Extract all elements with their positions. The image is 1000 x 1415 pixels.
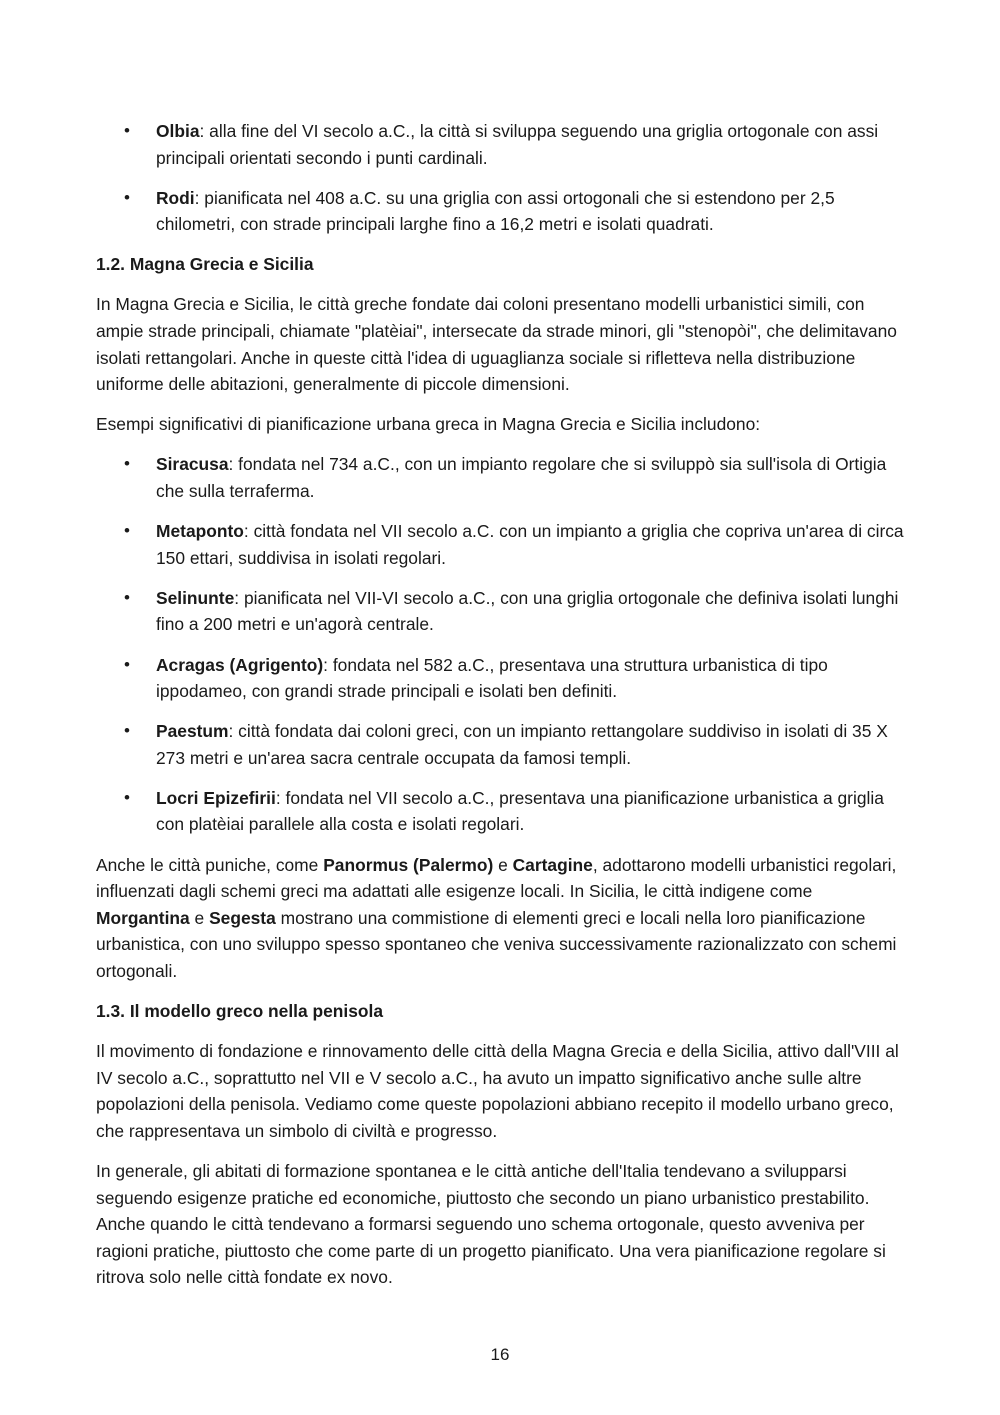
list-item-term: Metaponto	[156, 521, 244, 542]
paragraph: In generale, gli abitati di formazione spontanea e le città antiche dell'Italia tendevano a svilupparsi seguendo esigenze pratiche ed economiche, piuttosto che secondo un piano urbanistico prestabilito. Anche quando le città tendevano a formarsi seguendo uno schema ortogonale, questo avveniva per ragioni pratiche, piuttosto che come parte di un progetto pianificato. Una vera pianificazione regolare si ritrova solo nelle città fondate ex novo.	[96, 1161, 886, 1288]
list-item-term: Selinunte	[156, 587, 235, 608]
list-item	[96, 718, 906, 771]
bold-term: Cartagine	[512, 854, 593, 875]
list-item-text: : città fondata dai coloni greci, con un impianto rettangolare suddiviso in isolati di 35 X 273 metri e un'area sacra centrale occupata da famosi templi.	[156, 721, 888, 768]
list-item	[96, 118, 906, 171]
section-heading-1-2: 1.2. Magna Grecia e Sicilia	[96, 254, 314, 275]
list-item	[96, 185, 906, 238]
bold-term: Segesta	[209, 907, 276, 928]
city-list-magna-grecia	[96, 451, 906, 838]
list-item	[96, 451, 906, 504]
text-run: mostrano una commistione di elementi greci e locali nella loro pianificazione urbanistica, con uno sviluppo spesso spontaneo che veniva successivamente razionalizzato con schemi ortogonali.	[96, 907, 897, 981]
list-item-text: : pianificata nel VII-VI secolo a.C., con una griglia ortogonale che definiva isolati lunghi fino a 200 metri e un'agorà centrale.	[156, 587, 899, 635]
list-item-text: : alla fine del VI secolo a.C., la città si sviluppa seguendo una griglia ortogonale con assi principali orientati secondo i punti cardinali.	[156, 121, 879, 168]
list-item-term: Rodi	[156, 187, 195, 208]
paragraph: Esempi significativi di pianificazione urbana greca in Magna Grecia e Sicilia includono:	[96, 414, 761, 435]
list-item-term: Siracusa	[156, 454, 229, 475]
list-item-text: : fondata nel VII secolo a.C., presentava una pianificazione urbanistica a griglia con platèiai parallele alla costa e isolati regolari.	[156, 787, 884, 835]
list-item-term: Olbia	[156, 121, 200, 141]
list-item-term: Locri Epizefirii	[156, 787, 276, 808]
list-item-text: : fondata nel 582 a.C., presentava una struttura urbanistica di tipo ippodameo, con grandi strade principali e isolati ben definiti.	[156, 654, 828, 702]
bold-term: Panormus (Palermo)	[323, 854, 494, 875]
list-item-text: : pianificata nel 408 a.C. su una griglia con assi ortogonali che si estendono per 2,5 chilometri, con strade principali larghe fino a 16,2 metri e isolati quadrati.	[156, 187, 835, 235]
list-item	[96, 585, 906, 638]
list-item	[96, 785, 906, 838]
city-list-greece	[96, 118, 906, 238]
text-run: , adottarono modelli urbanistici regolari, influenzati dagli schemi greci ma adattati alle esigenze locali. In Sicilia, le città indigene come	[96, 854, 897, 902]
paragraph: In Magna Grecia e Sicilia, le città greche fondate dai coloni presentano modelli urbanistici simili, con ampie strade principali, chiamate "platèiai", intersecate da strade minori, gli "stenopòi", che delimitavano isolati rettangolari. Anche in queste città l'idea di uguaglianza sociale si rifletteva nella distribuzione uniforme delle abitazioni, generalmente di piccole dimensioni.	[96, 294, 897, 395]
text-run: Anche le città puniche, come	[96, 854, 324, 875]
list-item-term: Acragas (Agrigento)	[156, 654, 324, 675]
text-run: e	[493, 854, 513, 875]
list-item	[96, 518, 906, 571]
text-run: e	[189, 907, 210, 928]
paragraph: Il movimento di fondazione e rinnovamento delle città della Magna Grecia e della Sicilia, attivo dall'VIII al IV secolo a.C., soprattutto nel VII e V secolo a.C., ha avuto un impatto significativo anche sulle altre popolazioni della penisola. Vediamo come queste popolazioni abbiano recepito il modello urbano greco, che rappresentava un simbolo di civiltà e progresso.	[96, 1041, 899, 1141]
paragraph	[96, 852, 906, 985]
list-item-text: : fondata nel 734 a.C., con un impianto regolare che si sviluppò sia sull'isola di Ortigia che sulla terraferma.	[156, 454, 887, 502]
list-item	[96, 652, 906, 705]
list-item-text: : città fondata nel VII secolo a.C. con un impianto a griglia che copriva un'area di circa 150 ettari, suddivisa in isolati regolari.	[156, 521, 904, 568]
page-number: 16	[490, 1345, 510, 1364]
list-item-term: Paestum	[156, 721, 229, 742]
section-heading-1-3: 1.3. Il modello greco nella penisola	[96, 1001, 384, 1022]
document-page	[96, 118, 906, 1304]
bold-term: Morgantina	[96, 907, 190, 928]
